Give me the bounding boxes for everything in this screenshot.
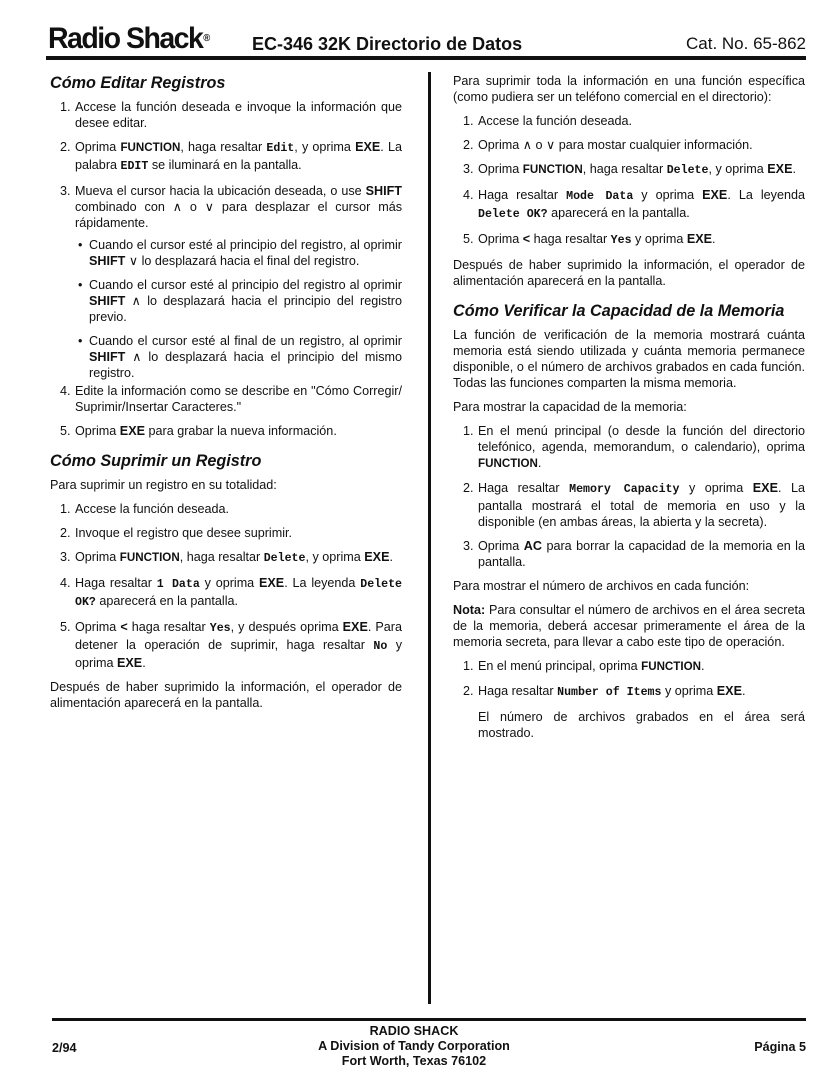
footer-date: 2/94 <box>52 1041 77 1055</box>
list-item: 5. Oprima < haga resaltar Yes y oprima EXE. <box>463 232 716 247</box>
list-item: 2. Invoque el registro que desee suprimir. <box>60 526 293 540</box>
list-item: 2. Haga resaltar Memory Capacity y oprima EXE. La pantalla mostrará el total de memoria en uso y la disponible (en ambas áreas, la abierta y la secreta). <box>463 481 805 529</box>
list-item: 4. Edite la información como se describe en "Cómo Corregir/ Suprimir/Insertar Caracteres." <box>60 384 402 414</box>
list-item: 1. En el menú principal (o desde la función del directorio telefónico, agenda, memorandum, o calendario), oprima FUNCTION. <box>463 424 805 470</box>
list-item: 4. Haga resaltar Mode Data y oprima EXE. La leyenda Delete OK? aparecerá en la pantalla. <box>463 188 805 221</box>
function-delete-steps <box>453 113 805 249</box>
delete-after-text: Después de haber suprimido la información, el operador de alimentación aparecerá en la pantalla. <box>50 680 402 710</box>
memory-steps-list <box>453 423 805 570</box>
function-delete-after: Después de haber suprimido la información, el operador de alimentación aparecerá en la pantalla. <box>453 258 805 288</box>
right-column <box>453 73 805 749</box>
bullet-list <box>75 237 402 381</box>
files-steps-list <box>453 658 805 701</box>
page-header <box>46 22 806 60</box>
section-heading-delete: Cómo Suprimir un Registro <box>50 452 262 470</box>
list-item: 4. Haga resaltar 1 Data y oprima EXE. La leyenda Delete OK? aparecerá en la pantalla. <box>60 576 402 609</box>
list-item: 3. Oprima FUNCTION, haga resaltar Delete, y oprima EXE. <box>60 550 393 565</box>
list-item: 5. Oprima < haga resaltar Yes, y después oprima EXE. Para detener la operación de suprimir, haga resaltar No y oprima EXE. <box>60 620 403 670</box>
section-heading-memory: Cómo Verificar la Capacidad de la Memoria <box>453 302 785 320</box>
section-heading-edit: Cómo Editar Registros <box>50 74 226 92</box>
function-delete-intro: Para suprimir toda la información en una función específica (como pudiera ser un teléfono comercial en el directorio): <box>453 74 805 104</box>
list-item: 1. En el menú principal, oprima FUNCTION. <box>463 659 705 673</box>
footer-line-3: Fort Worth, Texas 76102 <box>341 1054 487 1068</box>
footer-rule <box>52 1018 806 1021</box>
memory-capacity-intro: Para mostrar la capacidad de la memoria: <box>453 400 687 414</box>
bullet-item: • Cuando el cursor esté al final de un registro, al oprimir SHIFT ∧ lo desplazará hacia el principio del mismo registro. <box>78 334 402 380</box>
bullet-item: • Cuando el cursor esté al principio del registro, al oprimir SHIFT ∨ lo desplazará hacia el final del registro. <box>78 238 402 268</box>
left-column <box>50 73 402 719</box>
page-number: Página 5 <box>754 1040 806 1054</box>
list-item: 3. Mueva el cursor hacia la ubicación deseada, o use SHIFT combinado con ∧ o ∨ para desplazar el cursor más rápidamente. • Cuando el cursor esté al principio del registro, al oprimir SHIFT ∨ lo desplazará hacia el final del registro. • Cuando el cursor esté al principio del registro al oprimir SHIFT ∧ lo desplazará hacia el principio del registro previo. • Cuando el cursor esté al final de un registro, al oprimir SHIFT ∧ lo desplazará hacia el principio del mismo registro. <box>60 184 402 380</box>
list-item: 5. Oprima EXE para grabar la nueva información. <box>60 424 337 438</box>
files-intro: Para mostrar el número de archivos en cada función: <box>453 579 750 593</box>
list-item: 1. Accese la función deseada. <box>463 114 633 128</box>
column-divider <box>428 72 431 1004</box>
list-item: 1. Accese la función deseada. <box>60 502 230 516</box>
list-item: 3. Oprima FUNCTION, haga resaltar Delete, y oprima EXE. <box>463 162 796 177</box>
list-item: 2. Oprima ∧ o ∨ para mostar cualquier información. <box>463 138 753 152</box>
list-item: 2. Oprima FUNCTION, haga resaltar Edit, y oprima EXE. La palabra EDIT se iluminará en la pantalla. <box>60 140 402 173</box>
footer-line-2: A Division of Tandy Corporation <box>318 1039 510 1053</box>
files-after-text: El número de archivos grabados en el área será mostrado. <box>478 710 805 740</box>
list-item: 2. Haga resaltar Number of Items y oprima EXE. <box>463 684 746 699</box>
bullet-item: • Cuando el cursor esté al principio del registro al oprimir SHIFT ∧ lo desplazará hacia el principio del registro previo. <box>78 278 402 324</box>
brand-logo: Radio Shack® <box>48 22 209 55</box>
edit-steps-list <box>50 99 402 439</box>
memory-intro: La función de verificación de la memoria mostrará cuánta memoria está siendo utilizada y cuánta memoria permanece disponible, o el número de archivos grabados en cada función. Todas las funciones comparten la misma memoria. <box>453 328 805 390</box>
document-title: EC-346 32K Directorio de Datos <box>252 34 523 54</box>
footer-line-1: RADIO SHACK <box>369 1024 459 1038</box>
delete-intro: Para suprimir un registro en su totalidad: <box>50 478 277 492</box>
footer-company <box>0 1024 828 1069</box>
catalog-number: Cat. No. 65-862 <box>685 34 806 53</box>
delete-steps-list <box>50 501 402 671</box>
list-item: 3. Oprima AC para borrar la capacidad de la memoria en la pantalla. <box>463 539 805 569</box>
list-item: 1. Accese la función deseada e invoque la información que desee editar. <box>60 100 402 130</box>
note-paragraph: Nota: Para consultar el número de archivos en el área secreta de la memoria, deberá accesar primeramente el área de la memoria secreta, para llevar a cabo este tipo de operación. <box>453 603 805 649</box>
